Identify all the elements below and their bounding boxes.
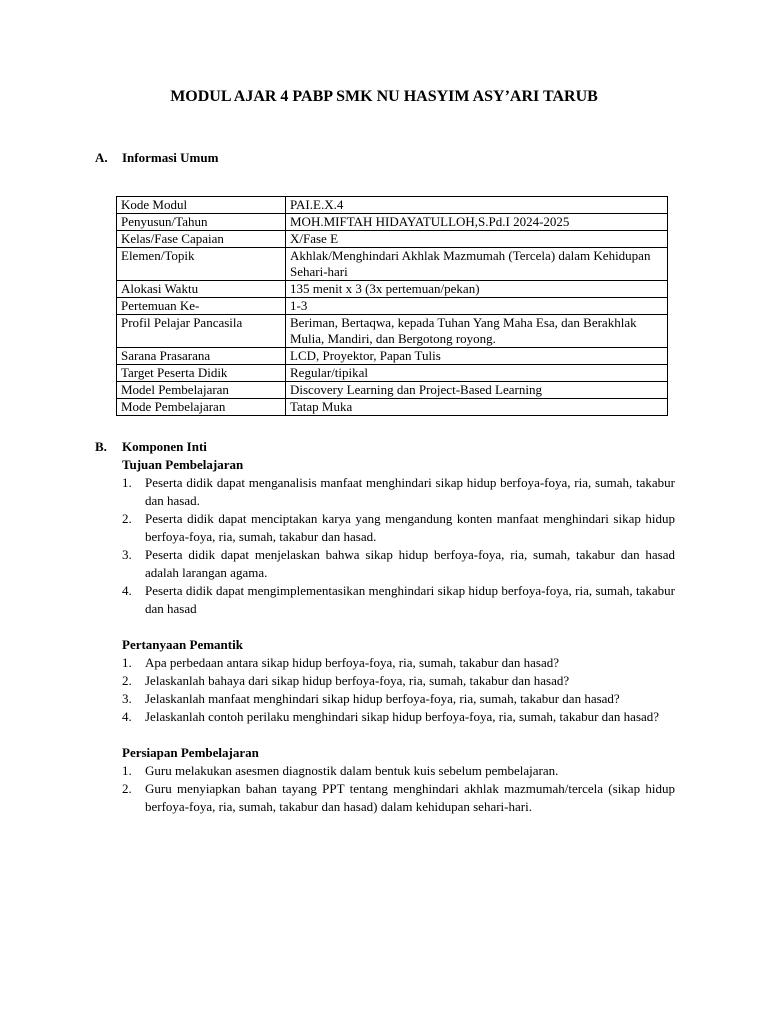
table-value: X/Fase E — [286, 231, 668, 248]
pertanyaan-heading: Pertanyaan Pemantik — [122, 637, 243, 652]
list-item: 1. Apa perbedaan antara sikap hidup berfoya-foya, ria, sumah, takabur dan hasad? — [122, 655, 560, 670]
table-key: Penyusun/Tahun — [117, 214, 286, 231]
list-item: 2. Peserta didik dapat menciptakan karya yang mengandung konten manfaat menghindari sikap hidup berfoya-foya, ria, sumah, takabur dan hasad. — [122, 511, 675, 544]
table-row — [117, 382, 668, 399]
table-value: Tatap Muka — [286, 399, 668, 416]
table-value: 1-3 — [286, 298, 668, 315]
table-key: Kelas/Fase Capaian — [117, 231, 286, 248]
tujuan-heading: Tujuan Pembelajaran — [122, 457, 244, 472]
section-a-letter: A. — [95, 150, 108, 165]
table-value: Akhlak/Menghindari Akhlak Mazmumah (Tercela) dalam Kehidupan Sehari-hari — [286, 248, 668, 281]
section-a-title: Informasi Umum — [122, 150, 219, 165]
table-value: MOH.MIFTAH HIDAYATULLOH,S.Pd.I 2024-2025 — [286, 214, 668, 231]
table-key: Elemen/Topik — [117, 248, 286, 281]
persiapan-list — [95, 762, 675, 816]
page-title: MODUL AJAR 4 PABP SMK NU HASYIM ASY’ARI TARUB — [170, 88, 598, 105]
table-value: Regular/tipikal — [286, 365, 668, 382]
table-row — [117, 197, 668, 214]
table-key: Alokasi Waktu — [117, 281, 286, 298]
table-key: Model Pembelajaran — [117, 382, 286, 399]
list-item-text: Guru menyiapkan bahan tayang PPT tentang menghindari akhlak mazmumah/tercela (sikap hidup berfoya-foya, ria, sumah, takabur dan hasad) dalam kehidupan sehari-hari. — [145, 781, 675, 814]
list-item-text: Jelaskanlah bahaya dari sikap hidup berfoya-foya, ria, sumah, takabur dan hasad? — [145, 673, 570, 688]
table-key: Mode Pembelajaran — [117, 399, 286, 416]
section-b — [95, 438, 675, 816]
list-item: 4. Peserta didik dapat mengimplementasikan menghindari sikap hidup berfoya-foya, ria, sumah, takabur dan hasad — [122, 583, 675, 616]
list-item: 1. Guru melakukan asesmen diagnostik dalam bentuk kuis sebelum pembelajaran. — [122, 763, 559, 778]
table-value: 135 menit x 3 (3x pertemuan/pekan) — [286, 281, 668, 298]
list-item-text: Jelaskanlah contoh perilaku menghindari sikap hidup berfoya-foya, ria, sumah, takabur dan hasad? — [145, 709, 660, 724]
table-row — [117, 214, 668, 231]
list-item-text: Peserta didik dapat menjelaskan bahwa sikap hidup berfoya-foya, ria, sumah, takabur dan hasad adalah larangan agama. — [145, 547, 675, 580]
table-key: Pertemuan Ke- — [117, 298, 286, 315]
list-item-text: Peserta didik dapat mengimplementasikan menghindari sikap hidup berfoya-foya, ria, sumah, takabur dan hasad — [145, 583, 675, 616]
table-value: PAI.E.X.4 — [286, 197, 668, 214]
list-item-text: Jelaskanlah manfaat menghindari sikap hidup berfoya-foya, ria, sumah, takabur dan hasad? — [145, 691, 620, 706]
persiapan-heading: Persiapan Pembelajaran — [122, 745, 259, 760]
table-row — [117, 399, 668, 416]
list-item: 4. Jelaskanlah contoh perilaku menghindari sikap hidup berfoya-foya, ria, sumah, takabur dan hasad? — [122, 709, 660, 724]
section-b-heading — [95, 438, 675, 456]
list-item: 2. Guru menyiapkan bahan tayang PPT tentang menghindari akhlak mazmumah/tercela (sikap hidup berfoya-foya, ria, sumah, takabur dan hasad) dalam kehidupan sehari-hari. — [122, 781, 675, 814]
list-item: 1. Peserta didik dapat menganalisis manfaat menghindari sikap hidup berfoya-foya, ria, sumah, takabur dan hasad. — [122, 475, 675, 508]
pertanyaan-list — [95, 654, 675, 726]
table-key: Kode Modul — [117, 197, 286, 214]
table-row — [117, 231, 668, 248]
table-key: Sarana Prasarana — [117, 348, 286, 365]
table-row — [117, 281, 668, 298]
list-item: 2. Jelaskanlah bahaya dari sikap hidup berfoya-foya, ria, sumah, takabur dan hasad? — [122, 673, 570, 688]
table-row — [117, 315, 668, 348]
info-table — [116, 196, 668, 416]
table-value: Discovery Learning dan Project-Based Learning — [286, 382, 668, 399]
list-item-text: Guru melakukan asesmen diagnostik dalam bentuk kuis sebelum pembelajaran. — [145, 763, 559, 778]
table-row — [117, 298, 668, 315]
table-row — [117, 348, 668, 365]
table-row — [117, 365, 668, 382]
list-item: 3. Jelaskanlah manfaat menghindari sikap hidup berfoya-foya, ria, sumah, takabur dan hasad? — [122, 691, 620, 706]
table-value: LCD, Proyektor, Papan Tulis — [286, 348, 668, 365]
section-b-title: Komponen Inti — [122, 439, 207, 454]
table-value: Beriman, Bertaqwa, kepada Tuhan Yang Maha Esa, dan Berakhlak Mulia, Mandiri, dan Bergotong royong. — [286, 315, 668, 348]
list-item-text: Peserta didik dapat menganalisis manfaat menghindari sikap hidup berfoya-foya, ria, sumah, takabur dan hasad. — [145, 475, 675, 508]
list-item: 3. Peserta didik dapat menjelaskan bahwa sikap hidup berfoya-foya, ria, sumah, takabur dan hasad adalah larangan agama. — [122, 547, 675, 580]
tujuan-list — [95, 474, 675, 618]
section-b-letter: B. — [95, 439, 107, 454]
section-a-heading — [95, 149, 218, 167]
table-key: Profil Pelajar Pancasila — [117, 315, 286, 348]
list-item-text: Peserta didik dapat menciptakan karya yang mengandung konten manfaat menghindari sikap hidup berfoya-foya, ria, sumah, takabur dan hasad. — [145, 511, 675, 544]
table-key: Target Peserta Didik — [117, 365, 286, 382]
list-item-text: Apa perbedaan antara sikap hidup berfoya-foya, ria, sumah, takabur dan hasad? — [145, 655, 560, 670]
table-row — [117, 248, 668, 281]
